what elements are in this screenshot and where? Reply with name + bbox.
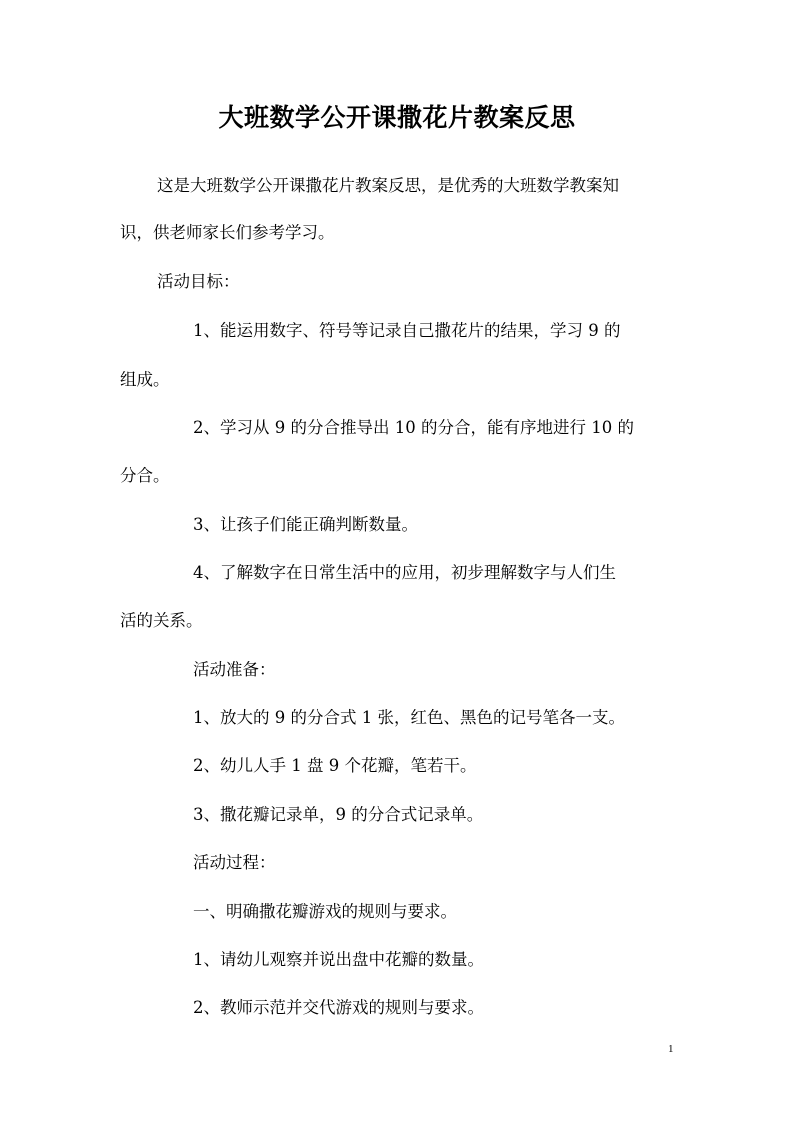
goal-4-line-2: 活的关系。	[120, 611, 203, 630]
section-heading-goals: 活动目标：	[157, 272, 240, 291]
page-number: 1	[668, 1043, 674, 1055]
preparation-2: 2、幼儿人手 1 盘 9 个花瓣，笔若干。	[193, 756, 477, 775]
preparation-1: 1、放大的 9 的分合式 1 张，红色、黑色的记号笔各一支。	[193, 708, 625, 727]
process-step-1: 1、请幼儿观察并说出盘中花瓣的数量。	[193, 950, 484, 969]
process-part-1: 一、明确撒花瓣游戏的规则与要求。	[193, 902, 457, 921]
goal-1-line-1: 1、能运用数字、符号等记录自己撒花片的结果，学习 9 的	[193, 321, 621, 340]
section-heading-preparation: 活动准备：	[193, 660, 276, 679]
process-step-2: 2、教师示范并交代游戏的规则与要求。	[193, 998, 484, 1017]
goal-4-line-1: 4、了解数字在日常生活中的应用，初步理解数字与人们生	[193, 563, 616, 582]
paragraph-intro-line-2: 识，供老师家长们参考学习。	[120, 223, 335, 242]
preparation-3: 3、撒花瓣记录单，9 的分合式记录单。	[193, 805, 484, 824]
goal-1-line-2: 组成。	[120, 370, 170, 389]
section-heading-process: 活动过程：	[193, 853, 276, 872]
document-title: 大班数学公开课撒花片教案反思	[218, 103, 576, 132]
paragraph-intro-line-1: 这是大班数学公开课撒花片教案反思，是优秀的大班数学教案知	[157, 176, 619, 195]
goal-2-line-2: 分合。	[120, 466, 170, 485]
goal-2-line-1: 2、学习从 9 的分合推导出 10 的分合，能有序地进行 10 的	[193, 418, 634, 437]
goal-3: 3、让孩子们能正确判断数量。	[193, 515, 418, 534]
